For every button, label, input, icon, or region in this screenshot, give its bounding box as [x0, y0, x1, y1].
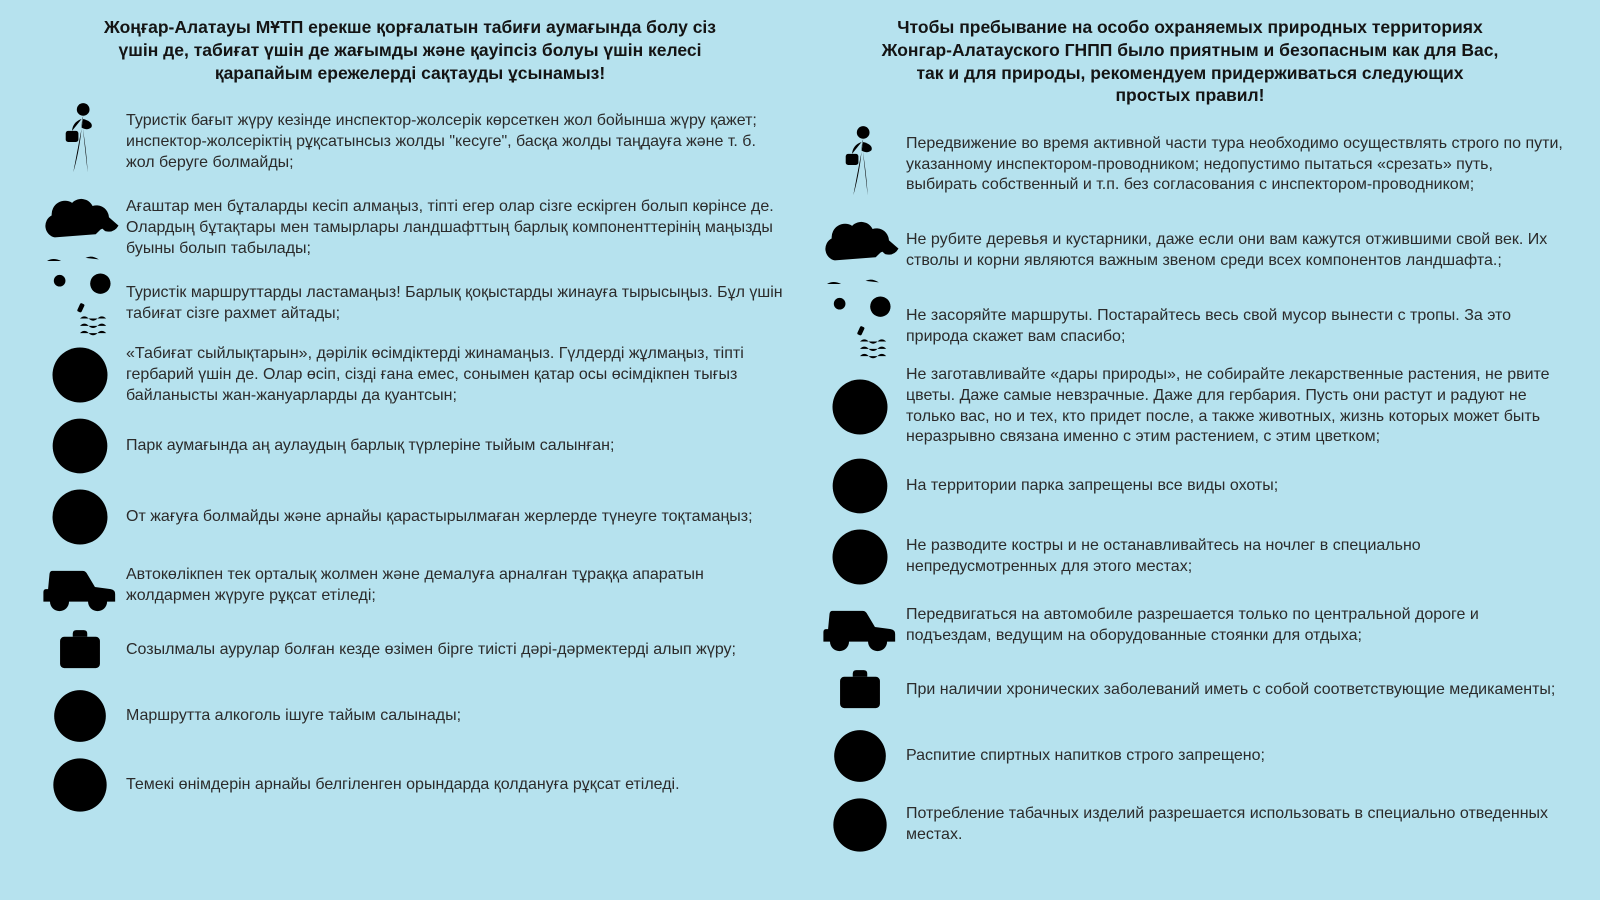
- rule-text: На территории парка запрещены все виды охоты;: [906, 476, 1279, 494]
- no-tree-cutting-icon: [814, 213, 906, 289]
- rule-item: [814, 661, 1566, 719]
- rule-text: Потребление табачных изделий разрешается использовать в специально отведенных местах.: [906, 805, 1549, 844]
- rule-item: [34, 100, 786, 184]
- no-hunting-icon: [814, 454, 906, 518]
- rule-text: Парк аумағында аң аулаудың барлық түрлеріне тыйым салынған;: [126, 436, 615, 454]
- rule-item: [34, 753, 786, 817]
- rules-list: [34, 100, 786, 823]
- rule-text: Распитие спиртных напитков строго запрещено;: [906, 746, 1265, 764]
- rule-text: От жағуға болмайды және арнайы қарастырылмаған жерлерде түнеуге тоқтамаңыз;: [126, 507, 753, 525]
- rule-text: Созылмалы аурулар болған кезде өзімен бірге тиісті дәрі-дәрмектерді алып жүру;: [126, 640, 736, 658]
- rule-item: [814, 295, 1566, 359]
- no-smoking-icon: [814, 793, 906, 857]
- page-title: Чтобы пребывание на особо охраняемых природных территориях Жонгар-Алатауского ГНПП было приятным и безопасным как для Вас, так и для природы, рекомендуем придерживаться следующих простых правил!: [881, 17, 1499, 106]
- column-kazakh: [20, 10, 800, 863]
- rule-text: Не разводите костры и не останавливайтесь на ночлег в специально непредусмотренных для этого местах;: [906, 537, 1421, 576]
- rule-text: Ағаштар мен бұталарды кесіп алмаңыз, тіпті егер олар сізге ескірген болып көрінсе де. Олардың бұтақтары мен тамырлары ландшафттың барлық компоненттерінің маңызды буыны болып табылады;: [126, 198, 774, 257]
- jeep-icon: [34, 556, 126, 615]
- rule-item: [814, 524, 1566, 590]
- rule-text: Туристік бағыт жүру кезінде инспектор-жолсерік көрсеткен жол бойынша жүру қажет; инспектор-жолсеріктің рұқсатынсыз жолды "кесуге", басқа жолды таңдауға және т. б. жол беруге болмайды;: [126, 112, 757, 171]
- no-hunting-icon: [34, 414, 126, 478]
- page-title: Жоңғар-Алатауы МҰТП ерекше қорғалатын табиғи аумағында болу сіз үшін де, табиғат үшін де жағымды және қауіпсіз болуы үшін келесі қарапайым ережелерді сақтауды ұсынамыз!: [103, 17, 716, 83]
- rule-text: Передвигаться на автомобиле разрешается только по центральной дороге и подъездам, ведущим на оборудованные стоянки для отдыха;: [906, 605, 1479, 644]
- rule-text: «Табиғат сыйлықтарын», дәрілік өсімдіктерді жинамаңыз. Гүлдерді жұлмаңыз, тіпті гербарий үшін де. Олар өсіп, сізді ғана емес, сонымен қатар осы өсімдікпен тығыз байланысты жан-жануарларды да қуантсын;: [126, 345, 744, 404]
- rule-text: Не заготавливайте «дары природы», не собирайте лекарственные растения, не рвите цветы. Даже самые невзрачные. Даже для гербария. Пусть они растут и радуют не только вас, но и тех, кто придет после, а также животных, жизнь которых может быть неразрывно связана именно с этим растением, с этим цветком;: [906, 366, 1550, 446]
- no-campfire-icon: [34, 484, 126, 550]
- rule-item: [34, 685, 786, 747]
- rule-text: При наличии хронических заболеваний иметь с собой соответствующие медикаменты;: [906, 680, 1556, 698]
- rule-text: Не рубите деревья и кустарники, даже если они вам кажутся отжившими свой век. Их стволы и корни являются важным звеном среди всех компонентов ландшафта.;: [906, 231, 1548, 269]
- rule-text: Туристік маршруттарды ластамаңыз! Барлық қоқыстарды жинауға тырысыңыз. Бұл үшін табиғат сізге рахмет айтады;: [126, 284, 783, 323]
- rule-item: [814, 793, 1566, 857]
- rule-text: Не засоряйте маршруты. Постарайтесь весь свой мусор вынести с тропы. За это природа скажет вам спасибо;: [906, 307, 1512, 345]
- hiker-icon: [34, 100, 126, 184]
- rule-item: [34, 414, 786, 478]
- rule-text: Автокөлікпен тек орталық жолмен және демалуға арналған тұраққа апаратын жолдармен жүруге рұқсат етіледі;: [126, 565, 704, 604]
- rule-text: Передвижение во время активной части тура необходимо осуществлять строго по пути, указанному инспектором-проводником; недопустимо пытаться «срезать» путь, выбирать собственный и т.п. без согласования с инспектором-проводником;: [906, 134, 1563, 194]
- no-flower-picking-icon: [34, 342, 126, 408]
- no-campfire-icon: [814, 524, 906, 590]
- rule-text: Темекі өнімдерін арнайы белгіленген орындарда қолдануға рұқсат етіледі.: [126, 775, 680, 793]
- first-aid-kit-icon: [34, 621, 126, 679]
- rules-list: [814, 123, 1566, 863]
- rule-item: [814, 365, 1566, 448]
- rule-item: [814, 123, 1566, 207]
- rule-text: Маршрутта алкоголь ішуге тайым салынады;: [126, 706, 462, 724]
- first-aid-kit-icon: [814, 661, 906, 719]
- no-tree-cutting-icon: [34, 190, 126, 266]
- rule-item: [814, 213, 1566, 289]
- rule-item: [34, 556, 786, 615]
- rule-item: [34, 342, 786, 408]
- hiker-icon: [814, 123, 906, 207]
- jeep-icon: [814, 596, 906, 655]
- rule-item: [814, 596, 1566, 655]
- no-littering-icon: [34, 272, 126, 336]
- column-russian: [800, 10, 1580, 863]
- rule-item: [34, 272, 786, 336]
- rule-item: [814, 725, 1566, 787]
- no-littering-icon: [814, 295, 906, 359]
- no-alcohol-icon: [814, 725, 906, 787]
- no-smoking-icon: [34, 753, 126, 817]
- no-alcohol-icon: [34, 685, 126, 747]
- rule-item: [814, 454, 1566, 518]
- rule-item: [34, 190, 786, 266]
- rule-item: [34, 484, 786, 550]
- rule-item: [34, 621, 786, 679]
- no-flower-picking-icon: [814, 374, 906, 440]
